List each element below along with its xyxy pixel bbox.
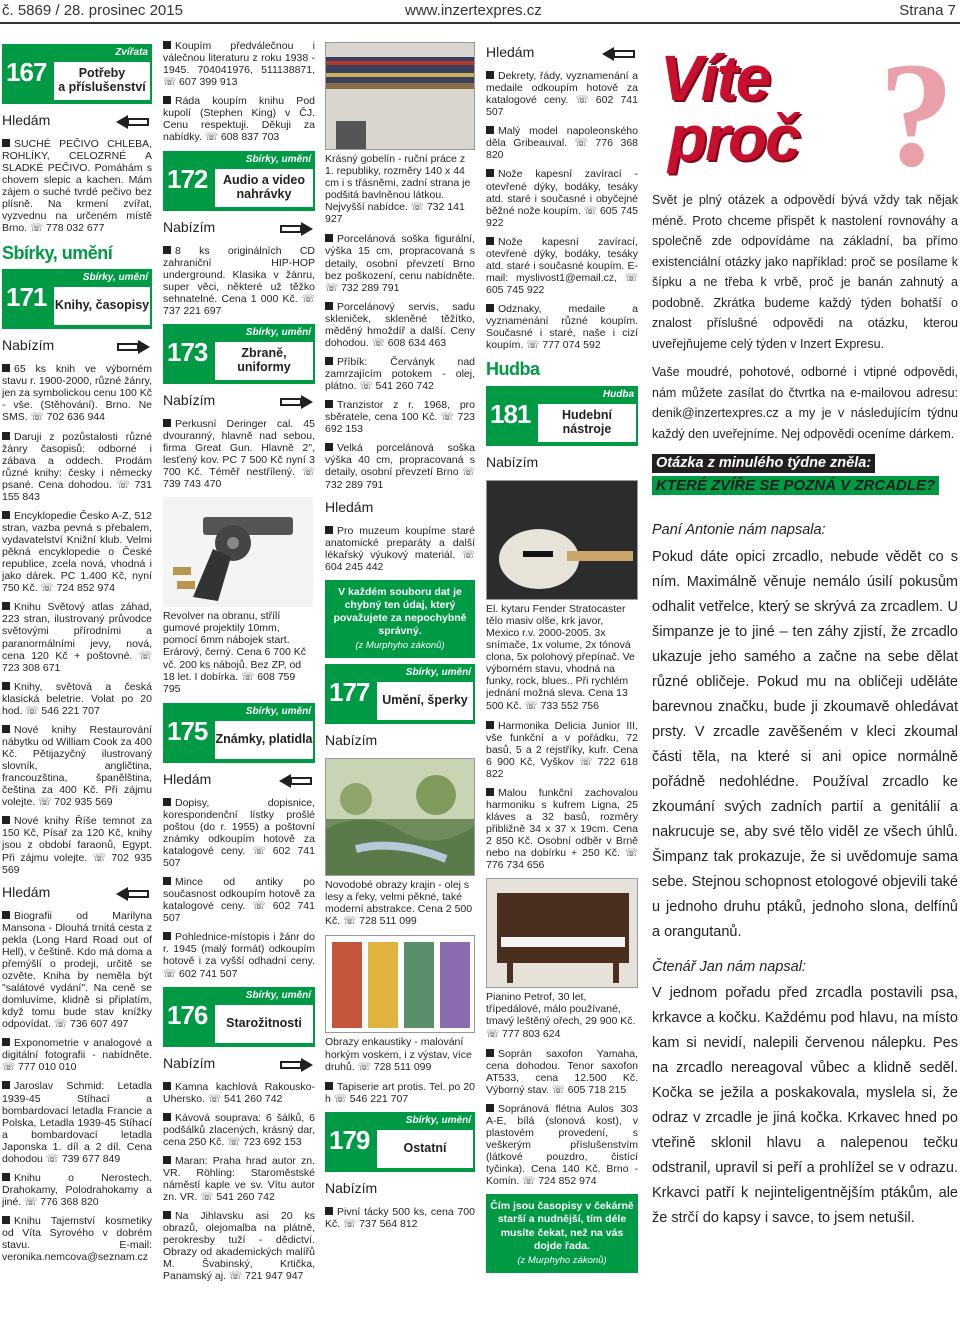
- heading-hledam: [486, 44, 638, 64]
- section-title: Starožitnosti: [215, 1005, 313, 1043]
- notice-text: Čím jsou časopisy v čekárně starší a nudnější, tím déle musíte čekat, než na vás dojde řada.: [490, 1200, 634, 1252]
- website-url[interactable]: www.inzertexpres.cz: [405, 2, 542, 19]
- encaustic-caption: Obrazy enkaustiky - malování horkým voskem, i z výstav, více druhů. ☏ 728 511 099: [325, 1036, 472, 1073]
- gobelin-caption: Krásný gobelín - ruční práce z 1. republiky, rozměry 140 x 44 cm i s třásněmi, zadní strana je podšitá bavlněnou látkou. Nejvyšší nabídce. ☏ 732 141 927: [325, 153, 471, 226]
- ad-item: Koupím předválečnou i válečnou literaturu z roku 1938 - 1945. 704041976, 511138871, ☏ 607 399 913: [163, 40, 315, 89]
- piano-image: [487, 879, 638, 988]
- ad-item: Ráda koupím knihu Pod kupolí (Stephen King) v ČJ. Cenu respektuji. Děkuji za nabídky. ☏ 608 837 703: [163, 95, 315, 144]
- ad-item: Nože kapesní zavírací - otevřené dýky, bodáky, tesáky atd. staré i současné i obyčejné běžné nože koupím. ☏ 605 745 922: [486, 168, 638, 229]
- ad-item: Nové knihy Říše temnot za 150 Kč, Písař za 120 Kč, knihy jsou z období faraonů, Egypt. Při zájmu volejte. ☏ 702 935 569: [2, 815, 152, 876]
- question-text: KTERÉ ZVÍŘE SE POZNÁ V ZRCADLE?: [652, 476, 939, 495]
- arrow-left-icon: [116, 886, 150, 902]
- ad-item: Porcelánový servis, sadu skleniček, skleněné těžítko, měděný hmoždíř a další. Ceny dohodou. ☏ 608 634 463: [325, 300, 475, 349]
- section-172: [163, 151, 315, 211]
- heading-nabizim: [163, 392, 315, 412]
- ad-item: Sopránová flétna Aulos 303 A-E, bílá (slonová kost), v plastovém provedení, s veškerým příslušenstvím (látkové pouzdro, čistící tyčinka). Cena 140 Kč. Brno - Komín. ☏ 724 852 974: [486, 1102, 638, 1188]
- answer-1: Pokud dáte opici zrcadlo, nebude vědět co s ním. Maximálně věnuje nemálo úsilí pokusům odhalit vetřelce, který se skrývá za zrcadlem. U šimpanze je to jiné – ten záhy zjistí, že zrcadlo ukazuje jeho samého a začne na sebe dělat různé obličeje. Pokud mu na obličeji uděláte barevnou značku, bude ji zkoumavě ohledávat prsty. V zrcadle zavěšeném v kleci zkoumal části těla, na které si ani opice normálně pořádně nedohlédne. Používal zrcadlo ke zkoumání svých zadních partií a genitálií a nakrucuje se, aby své tělo viděl ze všech úhlů. Šimpanz tak prokazuje, že si uvědomuje sama sebe. Stejnou schopnost etologové objevili také u jednoho druhu ptáků, jednoho slona, delfínů a orangutanů.: [652, 548, 958, 940]
- gobelin-photo: [325, 42, 475, 150]
- ad-item: Knihy, světová a česká klasická beletrie. Volat po 20 hod. ☏ 546 221 707: [2, 680, 152, 717]
- heading-hledam: [2, 112, 152, 132]
- column-4: [486, 40, 638, 1319]
- section-176: [163, 987, 315, 1047]
- arrow-left-icon: [116, 114, 150, 130]
- heading-label: Nabízím: [163, 1054, 216, 1071]
- page-number: Strana 7: [899, 2, 956, 19]
- landscape-image: [326, 759, 475, 876]
- ad-item: Soprán saxofon Yamaha, cena dohodou. Tenor saxofon AT533, cena 12.500 Kč. Výborný stav. ☏ 605 718 215: [486, 1047, 638, 1096]
- section-title: Knihy, časopisy: [54, 287, 150, 325]
- section-category: Hudba: [602, 389, 634, 400]
- heading-label: Nabízím: [163, 391, 216, 408]
- section-177: [325, 664, 475, 724]
- reader-2: Čtenář Jan nám napsal:: [652, 958, 806, 975]
- section-title: Potřeby a příslušenství: [54, 62, 150, 100]
- guitar-image: [487, 481, 638, 600]
- heading-label: Hledám: [2, 112, 51, 128]
- intro-text-2: Vaše moudré, pohotové, odborné i vtipné odpovědi, nám můžete zasílat do čtvrtka na e-mailovou adresu: denik@inzertexpres.cz a my je v následujícím týdnu každý den uveřejníme. Nej odpovědi oceníme dárkem.: [652, 365, 958, 441]
- heading-nabizim: [325, 1180, 475, 1200]
- heading-label: Hledám: [486, 44, 535, 60]
- page-header: [0, 0, 960, 24]
- ad-item: Nové knihy Restaurování nábytku od William Cook za 400 Kč. Pětijazyčný ilustrovaný slovník, angličtina, francouzština, španělština, čeština za 400 Kč. Při zájmu volejte. ☏ 702 935 569: [2, 723, 152, 809]
- issue-date: č. 5869 / 28. prosinec 2015: [2, 2, 183, 19]
- section-number: 173: [167, 336, 208, 367]
- ad-item: Malý model napoleonského děla Gribeauval. ☏ 776 368 820: [486, 125, 638, 162]
- murphy-notice: [486, 1194, 638, 1272]
- ad-item: Pohlednice-místopis i žánr do r. 1945 (malý formát) odkoupím hotově i za vyšší odhadní ceny. ☏ 602 741 507: [163, 931, 315, 980]
- section-number: 177: [329, 677, 370, 708]
- intro-text: Svět je plný otázek a odpovědí bývá vždy tak nějak méně. Proto chceme přispět k nastolení rovnováhy a společně zde odpovídáme na základní, ba přímo existenciální otázky jako například: proč se posílame k šípku a ne třeba k vrbě, proč je banán zahnutý a podobně. Zkrátka budeme každý týden bohatší o znalost příslušné odpovědi na otázku, kterou uveřejňujeme celý týden v Inzert Expresu.: [652, 193, 958, 351]
- heading-label: Nabízím: [486, 454, 539, 470]
- ad-item: Daruji z pozůstalosti různé žánry časopisů: odborné i zábava a oddech. Prodám různé knihy: česky i německy psané. Cena dohodou. ☏ 731 155 843: [2, 430, 152, 503]
- section-number: 172: [167, 163, 208, 194]
- column-3: [325, 40, 475, 1319]
- revolver-caption: Revolver na obranu, střílí gumové projektily 10mm, pomocí 6mm nábojek start. Erárový, černý. Cena 6 700 Kč vč. 200 ks nábojů. Bez ZP, od 18 let. I dobírka. ☏ 608 759 795: [163, 610, 306, 695]
- heading-hledam: [163, 771, 315, 791]
- heading-label: Nabízím: [325, 732, 378, 749]
- column-2: [163, 40, 315, 1319]
- revolver-photo: [163, 497, 315, 607]
- notice-signature: (z Murphyho zákonů): [517, 1254, 607, 1266]
- ad-item: Malou funkční zachovalou harmoniku s kufrem Ligna, 25 kláves a 32 basů, rozměry přibližně 34 x 37 x 19cm. Cena 2 850 Kč. Osobní odběr v Brně nebo na dobírku + 250 Kč. ☏ 776 734 656: [486, 786, 638, 872]
- section-number: 175: [167, 715, 208, 746]
- arrow-right-icon: [116, 339, 150, 355]
- heading-hledam: [325, 499, 475, 519]
- heading-hledam: [2, 884, 152, 904]
- category-heading: Hudba: [486, 359, 540, 380]
- heading-nabizim: [163, 1055, 315, 1075]
- arrow-left-icon: [602, 46, 636, 62]
- piano-photo: [486, 878, 638, 988]
- section-category: Sbírky, umění: [245, 989, 311, 1001]
- ad-item: Dekrety, řády, vyznamenání a medaile odkoupím hotově za katalogové ceny. ☏ 602 741 507: [486, 70, 638, 119]
- answer-2: V jednom pořadu před zrcadla postavili psa, krkavce a kočku. Každému pod hlavu, na místo kam si nevidí, nalepili červenou nálepku. Pes na zrcadlo nereagoval vůbec a klidně seděl. Kočka se ježila a poskakovala, myslela si, že odraz v zrcadle je jiná kočka. Krkavec hned po vteřině sklonil hlavu a nalepenou tečku odstranil, upravil si peří a prohlížel se v odrazu. Krkavci patří k nejinteligentnějším ptákům, ale že strčí do kapsy i savce, to jsem netušil.: [652, 985, 958, 1227]
- ad-item: SUCHÉ PEČIVO CHLEBA, ROHLÍKY, CELOZRNÉ A SLADKÉ PEČIVO. Pomáhám s chovem slepic a kachen. Mám zájem o suché tvrdé pečivo bez plísně. Na krmení zvířat, vyzvednu na určeném místě Brno. ☏ 778 032 677: [2, 138, 152, 235]
- heading-label: Nabízím: [325, 1179, 378, 1196]
- category-heading: Sbírky, umění: [2, 242, 113, 263]
- encaustic-photo: [325, 935, 475, 1033]
- section-category: Sbírky, umění: [245, 153, 311, 165]
- piano-caption: Pianino Petrof, 30 let, třípedálové, málo používané, tmavý leštěný ořech, 29 900 Kč. ☏ 777 803 624: [486, 991, 636, 1040]
- heading-nabizim: [325, 732, 475, 752]
- heading-nabizim: [163, 219, 315, 239]
- ad-item: 65 ks knih ve výborném stavu r. 1900-2000, různé žánry, jen za symbolickou cenu 100 Kč - vše. (Stěhování). Brno. Ne SMS. ☏ 702 636 944: [2, 363, 152, 424]
- ad-item: Na Jihlavsku asi 20 ks obrazů, olejomalba na plátně, perokresby tuží - dědictví. Obrazy od akademických malířů M. Švabinský, Krtička, Panamský aj. ☏ 721 947 947: [163, 1210, 315, 1283]
- ad-item: Perkusní Deringer cal. 45 dvouranný, hlavně nad sebou, firma Great Gun. Hlavně 2", lesťený kov. PC 7 500 Kč nyní 3 700 Kč. Téměř nestřílený. ☏ 739 743 470: [163, 417, 315, 491]
- section-category: Sbírky, umění: [82, 272, 148, 284]
- section-category: Sbírky, umění: [245, 705, 311, 717]
- revolver-image: [163, 497, 313, 607]
- encaustic-image: [326, 936, 475, 1033]
- painting-caption: Novodobé obrazy krajin - olej s lesy a řeky, velmi pěkné, také moderní abstrakce. Cena 2 500 Kč. ☏ 728 511 099: [325, 879, 473, 928]
- section-title: Umění, šperky: [377, 682, 473, 720]
- ad-item: Exponometrie v analogové a digitální fotografii - nabídněte. ☏ 777 010 010: [2, 1037, 152, 1074]
- section-category: Sbírky, umění: [405, 1114, 471, 1126]
- ad-item: Tranzistor z r. 1968, pro sběratele, cena 100 Kč. ☏ 723 692 153: [325, 399, 475, 436]
- column-5-vite-proc: [652, 40, 958, 1319]
- reader-1: Paní Antonie nám napsala:: [652, 522, 826, 538]
- ad-item: Velká porcelánová soška výška 40 cm, propracovaná s detaily, osobní převzetí Brno ☏ 732 289 791: [325, 442, 475, 491]
- ad-item: Dopisy, dopisnice, korespondenční lístky prošlé poštou (do r. 1955) a poštovní známky odkoupím hotově za katalogové ceny. ☏ 602 741 507: [163, 796, 315, 869]
- section-167: [2, 44, 152, 104]
- ad-item: Mince od antiky po současnost odkoupím hotově za katalogové ceny. ☏ 602 741 507: [163, 876, 315, 925]
- ad-item: Jaroslav Schmid: Letadla 1939-45 Stíhací a bombardovací letadla Francie a Polska, Letadla 1939-45 Stíhací a bombardovací letadla Japonska 1. díl a 2 díl. Cena dohodou ☏ 739 677 849: [2, 1080, 152, 1165]
- ad-item: Kamna kachlová Rakousko-Uhersko. ☏ 541 260 742: [163, 1080, 315, 1105]
- ad-item: Tapiserie art protis. Tel. po 20 h ☏ 546 221 707: [325, 1080, 475, 1105]
- section-number: 167: [6, 57, 47, 87]
- section-number: 176: [167, 999, 208, 1030]
- section-181: [486, 386, 638, 446]
- ad-item: Knihu Tajemství kosmetiky od Víta Syrového v dobrém stavu. E-mail: veronika.nemcova@seznam.cz: [2, 1215, 152, 1264]
- ad-item: Porcelánová soška figurální, výška 15 cm, propracovaná s detaily, osobní převzetí Brno bez poškození, cenu nabídněte. ☏ 732 289 791: [325, 233, 475, 294]
- ad-item: Pivní tácky 500 ks, cena 700 Kč. ☏ 737 564 812: [325, 1205, 475, 1230]
- section-171: [2, 269, 152, 329]
- heading-label: Hledám: [163, 770, 212, 787]
- section-category: Zvířata: [115, 47, 148, 58]
- ad-item: 8 ks originálních CD zahraniční HIP-HOP underground. Klasika v žánru, super věci, některé už těžko sehnatelné. Cena 1 000 Kč. ☏ 737 221 697: [163, 244, 315, 317]
- ad-item: Nože kapesní zavírací, otevřené dýky, bodáky, tesáky atd. staré i současné koupím. E-mail: myslivost1@email.cz, ☏ 605 745 922: [486, 235, 638, 296]
- arrow-right-icon: [279, 1057, 313, 1073]
- ad-item: Maran: Praha hrad autor zn. VR. Röhling: Staroměstské náměstí kaple ve sv. Vítu autor zn. VR. ☏ 541 260 742: [163, 1154, 315, 1204]
- ad-item: Kávová souprava: 6 šálků, 6 podšálků zlacených, krásný dar, cena 250 Kč. ☏ 723 692 153: [163, 1111, 315, 1148]
- section-number: 171: [6, 282, 47, 313]
- heading-nabizim: [2, 337, 152, 357]
- section-179: [325, 1112, 475, 1172]
- heading-label: Nabízím: [2, 337, 55, 354]
- ad-item: Knihu o Nerostech. Drahokamy, Polodrahokamy a jiné. ☏ 776 368 820: [2, 1171, 152, 1208]
- section-title: Audio a video nahrávky: [215, 169, 313, 207]
- notice-signature: (z Murphyho zákonů): [355, 640, 445, 652]
- section-173: [163, 324, 315, 384]
- section-category: Sbírky, umění: [245, 326, 311, 338]
- ad-item: Příbík: Červányk nad zamrzajícím potokem - olej, plátno. ☏ 541 260 742: [325, 355, 475, 393]
- arrow-right-icon: [279, 394, 313, 410]
- section-175: [163, 703, 315, 763]
- logo-word-2: proč: [668, 102, 799, 174]
- section-title: Známky, platidla: [215, 721, 313, 759]
- ad-item: Odznaky, medaile a vyznamenání různé koupím. Současné i staré, naše i cizí koupím. ☏ 777 074 592: [486, 303, 638, 352]
- section-number: 179: [329, 1124, 370, 1155]
- gobelin-image: [326, 43, 475, 150]
- arrow-right-icon: [279, 221, 313, 237]
- question-mark-icon: ?: [879, 40, 954, 198]
- murphy-notice: [325, 580, 475, 658]
- ad-item: Pro muzeum koupíme staré anatomické preparáty a další lékařský výukový materiál. ☏ 604 245 442: [325, 524, 475, 573]
- notice-text: V každém souboru dat je chybný ten údaj, který považujete za nepochybně správný.: [333, 585, 467, 638]
- section-title: Hudební nástroje: [538, 404, 636, 442]
- ad-item: Harmonika Delicia Junior III, vše funkční a v pořádku, 72 basů, 5 a 2 rejstříky, kufr. Cena 6 900 Kč, Vyškov ☏ 722 618 822: [486, 719, 638, 780]
- heading-label: Hledám: [2, 883, 51, 900]
- guitar-caption: El. kytaru Fender Stratocaster tělo masiv olše, krk javor, Mexico r.v. 2000-2005. 3x snímače, 1x volume, 2x tónová clona, 5x polohový přepínač. Ve výborném stavu, vhodná na funky, rock, blues.. Při rychlém jednání možná sleva. Cena 13 500 Kč. ☏ 733 552 756: [486, 603, 635, 712]
- section-number: 181: [490, 399, 531, 429]
- question-title: Otázka z minulého týdne zněla:: [652, 454, 875, 473]
- section-title: Zbraně, uniformy: [215, 342, 313, 380]
- ad-item: Encyklopedie Česko A-Z, 512 stran, vazba pevná s přebalem, vydavatelství Knižní klub. Velmi pěkná encyklopedie o České republice, zcela nová, vhodná i jako dárek. PC 1.400 Kč, nyní 750 Kč. ☏ 724 852 974: [2, 509, 152, 595]
- section-title: Ostatní: [377, 1130, 473, 1168]
- heading-label: Hledám: [325, 498, 374, 515]
- ad-item: Knihu Světový atlas záhad, 223 stran, ilustrovaný průvodce světovými přírodními a paranormálními jevy, nová, cena 120 Kč + poštovné. ☏ 723 308 671: [2, 601, 152, 674]
- last-week-question: [652, 454, 958, 512]
- ad-item: Biografii od Marilyna Mansona - Dlouhá trnitá cesta z pekla (Long Hard Road out of Hell), v češtině. Kdo má doma a přemýšlí o prodeji, určitě se ozvěte. Kniha by neměla být "salátové vydání". Na ceně se domluvíme, klidně si připlatím, když tomu bude stav knížky odpovídat. ☏ 736 607 497: [2, 909, 152, 1031]
- section-category: Sbírky, umění: [405, 667, 471, 679]
- landscape-painting-photo: [325, 758, 475, 876]
- column-1: [2, 40, 152, 1319]
- heading-nabizim: [486, 454, 638, 474]
- arrow-left-icon: [279, 773, 313, 789]
- guitar-photo: [486, 480, 638, 600]
- vite-proc-logo: [652, 40, 958, 198]
- heading-label: Nabízím: [163, 218, 216, 235]
- logo-word-1: Víte: [660, 42, 770, 114]
